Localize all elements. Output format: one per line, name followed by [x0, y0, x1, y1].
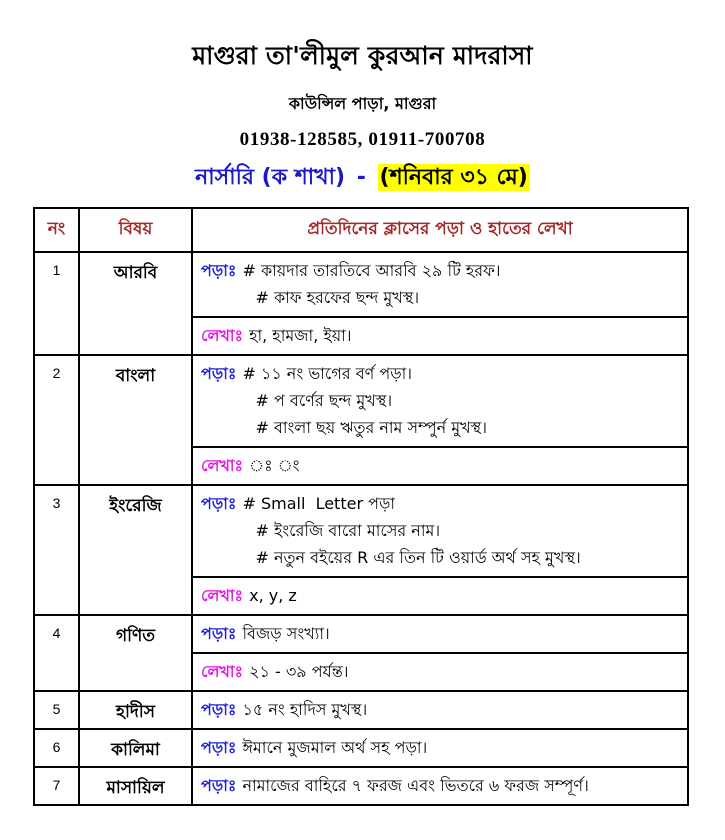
read-label: পড়াঃ	[201, 261, 237, 280]
read-lines	[242, 360, 679, 441]
read-line: নামাজের বাহিরে ৭ ফরজ এবং ভিতরে ৬ ফরজ সম্পূর্ণ।	[242, 776, 589, 795]
read-label: পড়াঃ	[201, 738, 237, 757]
class-date-line	[0, 160, 725, 197]
write-cell-content	[201, 452, 679, 479]
subject-name: হাদীস	[79, 691, 192, 729]
read-label: পড়াঃ	[201, 776, 237, 795]
read-cell-content	[201, 360, 679, 441]
read-cell	[192, 355, 688, 447]
read-cell-content	[201, 734, 679, 761]
write-label: লেখাঃ	[201, 586, 244, 605]
read-line: # কায়দার তারতিবে আরবি ২৯ টি হরফ।	[242, 261, 501, 280]
write-text: x, y, z	[249, 586, 297, 605]
read-cell-content	[201, 696, 679, 723]
read-line: # ইংরেজি বারো মাসের নাম।	[255, 521, 441, 540]
write-cell-content	[201, 322, 679, 349]
read-lines	[242, 490, 679, 571]
read-line: # বাংলা ছয় ঋতুর নাম সম্পুর্ন মুখস্থ।	[255, 418, 487, 437]
column-header-content: প্রতিদিনের ক্লাসের পড়া ও হাতের লেখা	[192, 208, 688, 252]
subject-row	[34, 691, 688, 729]
subject-name: মাসায়িল	[79, 767, 192, 805]
read-cell-content	[201, 772, 679, 799]
row-number: 1	[34, 252, 79, 355]
read-lines	[242, 257, 679, 311]
table-header-row	[34, 208, 688, 252]
write-label: লেখাঃ	[201, 326, 244, 345]
school-address: কাউন্সিল পাড়া, মাগুরা	[288, 94, 437, 113]
read-line: ১৫ নং হাদিস মুখস্থ।	[242, 700, 368, 719]
write-cell	[192, 317, 688, 355]
subject-name: গণিত	[79, 615, 192, 691]
write-cell-content	[201, 582, 679, 609]
read-label: পড়াঃ	[201, 494, 237, 513]
read-line: # ১১ নং ভাগের বর্ণ পড়া।	[242, 364, 413, 383]
class-name: নার্সারি (ক শাখা)	[195, 165, 346, 190]
write-text: ◌ঃ ◌ং	[249, 456, 300, 475]
subject-row	[34, 355, 688, 447]
row-number: 3	[34, 485, 79, 615]
read-line: # প বর্ণের ছন্দ মুখস্থ।	[255, 391, 393, 410]
row-number: 6	[34, 729, 79, 767]
read-line: বিজড় সংখ্যা।	[242, 624, 330, 643]
write-cell-content	[201, 658, 679, 685]
read-line: # Small Letter পড়া	[242, 494, 396, 513]
read-lines	[242, 696, 679, 723]
read-cell	[192, 691, 688, 729]
column-header-no: নং	[34, 208, 79, 252]
subject-name: আরবি	[79, 252, 192, 355]
write-cell	[192, 447, 688, 485]
document-header	[0, 36, 725, 197]
subject-row	[34, 729, 688, 767]
row-number: 7	[34, 767, 79, 805]
subject-row	[34, 615, 688, 653]
read-label: পড়াঃ	[201, 624, 237, 643]
write-cell	[192, 653, 688, 691]
write-label: লেখাঃ	[201, 456, 244, 475]
subject-row	[34, 485, 688, 577]
read-line: # নতুন বইয়ের R এর তিন টি ওয়ার্ড অর্থ সহ মুখস্থ।	[255, 548, 581, 567]
read-cell	[192, 729, 688, 767]
write-cell	[192, 577, 688, 615]
column-header-subject: বিষয়	[79, 208, 192, 252]
row-number: 4	[34, 615, 79, 691]
schedule-table-body	[34, 252, 688, 805]
read-cell-content	[201, 620, 679, 647]
subject-name: বাংলা	[79, 355, 192, 485]
subject-name: কালিমা	[79, 729, 192, 767]
row-number: 5	[34, 691, 79, 729]
read-line: ঈমানে মুজমাল অর্থ সহ পড়া।	[242, 738, 428, 757]
read-cell-content	[201, 257, 679, 311]
write-text: ২১ - ৩৯ পর্যন্ত।	[249, 662, 349, 681]
read-lines	[242, 772, 679, 799]
write-text: হা, হামজা, ইয়া।	[249, 326, 352, 345]
read-cell	[192, 485, 688, 577]
phone-numbers: 01938-128585, 01911-700708	[239, 129, 486, 150]
read-lines	[242, 620, 679, 647]
read-cell	[192, 615, 688, 653]
read-line: # কাফ হরফের ছন্দ মুখস্থ।	[255, 288, 420, 307]
subject-row	[34, 767, 688, 805]
date-badge: (শনিবার ৩১ মে)	[379, 165, 528, 190]
read-cell	[192, 252, 688, 317]
read-cell	[192, 767, 688, 805]
read-label: পড়াঃ	[201, 700, 237, 719]
read-label: পড়াঃ	[201, 364, 237, 383]
schedule-table	[33, 207, 689, 806]
subject-row	[34, 252, 688, 317]
read-lines	[242, 734, 679, 761]
school-name: মাগুরা তা'লীমুল কুরআন মাদরাসা	[192, 41, 533, 70]
separator-dash: -	[356, 165, 366, 190]
subject-name: ইংরেজি	[79, 485, 192, 615]
read-cell-content	[201, 490, 679, 571]
row-number: 2	[34, 355, 79, 485]
write-label: লেখাঃ	[201, 662, 244, 681]
